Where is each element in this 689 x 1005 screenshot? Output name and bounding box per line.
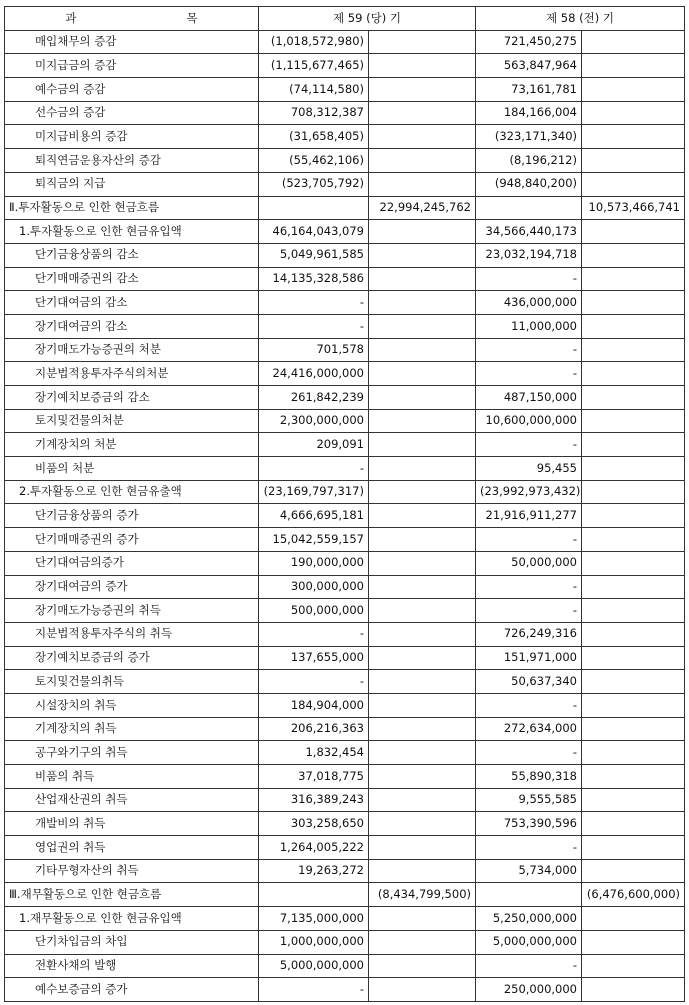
current-detail-amount: 708,312,387 bbox=[259, 101, 369, 125]
table-row bbox=[5, 907, 685, 931]
account-label: 시설장치의 취득 bbox=[5, 693, 259, 717]
prior-detail-amount: - bbox=[476, 528, 582, 552]
table-row bbox=[5, 291, 685, 315]
account-header-right: 목 bbox=[186, 10, 198, 25]
table-row bbox=[5, 670, 685, 694]
prior-total-amount bbox=[582, 978, 685, 1002]
prior-total-amount bbox=[582, 907, 685, 931]
table-row bbox=[5, 978, 685, 1002]
account-label: 영업권의 취득 bbox=[5, 836, 259, 860]
prior-total-amount bbox=[582, 954, 685, 978]
current-total-amount bbox=[369, 314, 476, 338]
table-row bbox=[5, 693, 685, 717]
prior-total-amount: 10,573,466,741 bbox=[582, 196, 685, 220]
table-row bbox=[5, 457, 685, 481]
account-label: 토지및건물의처분 bbox=[5, 409, 259, 433]
current-period-header: 제 59 (당) 기 bbox=[259, 7, 476, 31]
prior-total-amount bbox=[582, 741, 685, 765]
current-detail-amount: 300,000,000 bbox=[259, 575, 369, 599]
prior-detail-amount: 753,390,596 bbox=[476, 812, 582, 836]
account-label: 미지급금의 증감 bbox=[5, 54, 259, 78]
current-detail-amount: - bbox=[259, 978, 369, 1002]
table-row bbox=[5, 409, 685, 433]
prior-total-amount bbox=[582, 480, 685, 504]
current-detail-amount: - bbox=[259, 314, 369, 338]
current-detail-amount: 2,300,000,000 bbox=[259, 409, 369, 433]
prior-detail-amount: - bbox=[476, 267, 582, 291]
table-row bbox=[5, 220, 685, 244]
prior-detail-amount: 50,000,000 bbox=[476, 551, 582, 575]
table-row bbox=[5, 125, 685, 149]
table-row bbox=[5, 551, 685, 575]
current-detail-amount: 261,842,239 bbox=[259, 386, 369, 410]
account-label: Ⅲ.재무활동으로 인한 현금흐름 bbox=[5, 883, 259, 907]
current-total-amount bbox=[369, 741, 476, 765]
account-label: 1.재무활동으로 인한 현금유입액 bbox=[5, 907, 259, 931]
table-row bbox=[5, 528, 685, 552]
prior-detail-amount: 487,150,000 bbox=[476, 386, 582, 410]
account-label: 단기차입금의 차입 bbox=[5, 930, 259, 954]
table-row bbox=[5, 599, 685, 623]
table-row bbox=[5, 196, 685, 220]
prior-total-amount bbox=[582, 504, 685, 528]
account-label: 전환사채의 발행 bbox=[5, 954, 259, 978]
prior-detail-amount: 436,000,000 bbox=[476, 291, 582, 315]
current-detail-amount: 500,000,000 bbox=[259, 599, 369, 623]
account-column-header bbox=[5, 7, 259, 31]
table-row bbox=[5, 101, 685, 125]
table-row bbox=[5, 267, 685, 291]
prior-total-amount bbox=[582, 54, 685, 78]
prior-total-amount bbox=[582, 267, 685, 291]
current-total-amount bbox=[369, 149, 476, 173]
prior-total-amount bbox=[582, 622, 685, 646]
table-row bbox=[5, 54, 685, 78]
prior-detail-amount: 95,455 bbox=[476, 457, 582, 481]
current-total-amount: 22,994,245,762 bbox=[369, 196, 476, 220]
current-detail-amount: 19,263,272 bbox=[259, 859, 369, 883]
prior-detail-amount: (948,840,200) bbox=[476, 172, 582, 196]
table-header-row bbox=[5, 7, 685, 31]
table-row bbox=[5, 859, 685, 883]
prior-total-amount bbox=[582, 599, 685, 623]
current-detail-amount: - bbox=[259, 457, 369, 481]
prior-total-amount bbox=[582, 78, 685, 102]
prior-detail-amount: (8,196,212) bbox=[476, 149, 582, 173]
prior-total-amount bbox=[582, 243, 685, 267]
current-total-amount bbox=[369, 765, 476, 789]
current-total-amount bbox=[369, 575, 476, 599]
current-detail-amount: 5,049,961,585 bbox=[259, 243, 369, 267]
current-total-amount bbox=[369, 243, 476, 267]
current-detail-amount: 316,389,243 bbox=[259, 788, 369, 812]
current-total-amount bbox=[369, 836, 476, 860]
prior-total-amount bbox=[582, 172, 685, 196]
current-detail-amount: 206,216,363 bbox=[259, 717, 369, 741]
account-label: 단기매매증권의 감소 bbox=[5, 267, 259, 291]
table-row bbox=[5, 386, 685, 410]
prior-detail-amount: 34,566,440,173 bbox=[476, 220, 582, 244]
current-total-amount bbox=[369, 480, 476, 504]
current-total-amount bbox=[369, 551, 476, 575]
current-total-amount bbox=[369, 101, 476, 125]
table-row bbox=[5, 812, 685, 836]
prior-total-amount bbox=[582, 433, 685, 457]
prior-detail-amount: 55,890,318 bbox=[476, 765, 582, 789]
table-row bbox=[5, 314, 685, 338]
account-label: 기계장치의 취득 bbox=[5, 717, 259, 741]
table-row bbox=[5, 172, 685, 196]
prior-detail-amount: - bbox=[476, 575, 582, 599]
account-label: 기계장치의 처분 bbox=[5, 433, 259, 457]
current-detail-amount: 5,000,000,000 bbox=[259, 954, 369, 978]
prior-total-amount bbox=[582, 457, 685, 481]
prior-detail-amount: 23,032,194,718 bbox=[476, 243, 582, 267]
table-row bbox=[5, 575, 685, 599]
account-label: 토지및건물의취득 bbox=[5, 670, 259, 694]
current-detail-amount: - bbox=[259, 622, 369, 646]
prior-total-amount bbox=[582, 693, 685, 717]
current-detail-amount: (1,018,572,980) bbox=[259, 30, 369, 54]
account-label: 퇴직연금운용자산의 증감 bbox=[5, 149, 259, 173]
prior-total-amount bbox=[582, 101, 685, 125]
prior-detail-amount: - bbox=[476, 954, 582, 978]
current-detail-amount: 190,000,000 bbox=[259, 551, 369, 575]
current-total-amount bbox=[369, 267, 476, 291]
account-label: 비품의 처분 bbox=[5, 457, 259, 481]
account-label: 미지급비용의 증감 bbox=[5, 125, 259, 149]
prior-detail-amount: 21,916,911,277 bbox=[476, 504, 582, 528]
prior-detail-amount: (23,992,973,432) bbox=[476, 480, 582, 504]
account-label: 단기대여금의증가 bbox=[5, 551, 259, 575]
current-detail-amount: 46,164,043,079 bbox=[259, 220, 369, 244]
prior-total-amount bbox=[582, 765, 685, 789]
prior-detail-amount: 5,250,000,000 bbox=[476, 907, 582, 931]
account-label: 장기매도가능증권의 취득 bbox=[5, 599, 259, 623]
prior-total-amount bbox=[582, 362, 685, 386]
prior-total-amount bbox=[582, 30, 685, 54]
prior-total-amount bbox=[582, 314, 685, 338]
prior-period-header: 제 58 (전) 기 bbox=[476, 7, 685, 31]
account-label: 단기금융상품의 감소 bbox=[5, 243, 259, 267]
prior-total-amount bbox=[582, 125, 685, 149]
table-row bbox=[5, 362, 685, 386]
current-total-amount bbox=[369, 907, 476, 931]
current-total-amount bbox=[369, 622, 476, 646]
current-total-amount bbox=[369, 362, 476, 386]
current-total-amount bbox=[369, 812, 476, 836]
prior-total-amount bbox=[582, 386, 685, 410]
current-detail-amount: 209,091 bbox=[259, 433, 369, 457]
prior-total-amount bbox=[582, 670, 685, 694]
prior-detail-amount: 73,161,781 bbox=[476, 78, 582, 102]
current-total-amount bbox=[369, 670, 476, 694]
current-detail-amount: - bbox=[259, 291, 369, 315]
current-total-amount bbox=[369, 599, 476, 623]
prior-total-amount bbox=[582, 859, 685, 883]
current-total-amount: (8,434,799,500) bbox=[369, 883, 476, 907]
prior-detail-amount: 563,847,964 bbox=[476, 54, 582, 78]
account-header-left: 과 bbox=[65, 10, 77, 25]
account-label: 장기매도가능증권의 처분 bbox=[5, 338, 259, 362]
account-label: 장기대여금의 증가 bbox=[5, 575, 259, 599]
prior-total-amount bbox=[582, 836, 685, 860]
prior-total-amount bbox=[582, 575, 685, 599]
current-total-amount bbox=[369, 220, 476, 244]
current-detail-amount: (23,169,797,317) bbox=[259, 480, 369, 504]
account-label: 개발비의 취득 bbox=[5, 812, 259, 836]
prior-total-amount bbox=[582, 812, 685, 836]
current-total-amount bbox=[369, 693, 476, 717]
current-detail-amount: 37,018,775 bbox=[259, 765, 369, 789]
prior-detail-amount: 11,000,000 bbox=[476, 314, 582, 338]
prior-detail-amount: - bbox=[476, 362, 582, 386]
current-total-amount bbox=[369, 646, 476, 670]
table-row bbox=[5, 741, 685, 765]
account-label: 지분법적용투자주식의 취득 bbox=[5, 622, 259, 646]
prior-detail-amount: 50,637,340 bbox=[476, 670, 582, 694]
current-total-amount bbox=[369, 930, 476, 954]
current-total-amount bbox=[369, 291, 476, 315]
current-detail-amount: 1,832,454 bbox=[259, 741, 369, 765]
prior-detail-amount: - bbox=[476, 741, 582, 765]
prior-detail-amount: 9,555,585 bbox=[476, 788, 582, 812]
account-label: 매입채무의 증감 bbox=[5, 30, 259, 54]
prior-total-amount bbox=[582, 220, 685, 244]
prior-total-amount bbox=[582, 291, 685, 315]
current-total-amount bbox=[369, 457, 476, 481]
table-row bbox=[5, 433, 685, 457]
table-row bbox=[5, 646, 685, 670]
table-row bbox=[5, 836, 685, 860]
table-body bbox=[5, 30, 685, 1001]
current-detail-amount: 15,042,559,157 bbox=[259, 528, 369, 552]
prior-detail-amount: - bbox=[476, 433, 582, 457]
account-label: 퇴직금의 지급 bbox=[5, 172, 259, 196]
account-label: 단기매매증권의 증가 bbox=[5, 528, 259, 552]
prior-total-amount bbox=[582, 149, 685, 173]
prior-total-amount bbox=[582, 551, 685, 575]
account-label: 지분법적용투자주식의처분 bbox=[5, 362, 259, 386]
current-detail-amount bbox=[259, 883, 369, 907]
current-detail-amount: 24,416,000,000 bbox=[259, 362, 369, 386]
prior-detail-amount: 5,000,000,000 bbox=[476, 930, 582, 954]
account-label: 선수금의 증감 bbox=[5, 101, 259, 125]
account-label: 단기금융상품의 증가 bbox=[5, 504, 259, 528]
cash-flow-table bbox=[4, 6, 685, 1002]
current-detail-amount: 14,135,328,586 bbox=[259, 267, 369, 291]
prior-detail-amount: 10,600,000,000 bbox=[476, 409, 582, 433]
current-detail-amount: 1,264,005,222 bbox=[259, 836, 369, 860]
account-label: 장기예치보증금의 증가 bbox=[5, 646, 259, 670]
prior-detail-amount: 726,249,316 bbox=[476, 622, 582, 646]
table-row bbox=[5, 765, 685, 789]
current-detail-amount: 4,666,695,181 bbox=[259, 504, 369, 528]
account-label: 기타무형자산의 취득 bbox=[5, 859, 259, 883]
current-total-amount bbox=[369, 30, 476, 54]
table-row bbox=[5, 930, 685, 954]
prior-detail-amount bbox=[476, 196, 582, 220]
table-row bbox=[5, 149, 685, 173]
current-total-amount bbox=[369, 125, 476, 149]
current-detail-amount: 1,000,000,000 bbox=[259, 930, 369, 954]
current-total-amount bbox=[369, 717, 476, 741]
current-total-amount bbox=[369, 172, 476, 196]
account-label: Ⅱ.투자활동으로 인한 현금흐름 bbox=[5, 196, 259, 220]
table-row bbox=[5, 30, 685, 54]
prior-total-amount bbox=[582, 930, 685, 954]
current-detail-amount: (55,462,106) bbox=[259, 149, 369, 173]
current-detail-amount: (74,114,580) bbox=[259, 78, 369, 102]
prior-total-amount: (6,476,600,000) bbox=[582, 883, 685, 907]
table-row bbox=[5, 622, 685, 646]
current-total-amount bbox=[369, 409, 476, 433]
prior-detail-amount: - bbox=[476, 836, 582, 860]
current-detail-amount: (31,658,405) bbox=[259, 125, 369, 149]
prior-total-amount bbox=[582, 788, 685, 812]
current-total-amount bbox=[369, 954, 476, 978]
prior-detail-amount: - bbox=[476, 693, 582, 717]
prior-detail-amount: 721,450,275 bbox=[476, 30, 582, 54]
current-total-amount bbox=[369, 433, 476, 457]
current-detail-amount: (523,705,792) bbox=[259, 172, 369, 196]
current-total-amount bbox=[369, 338, 476, 362]
account-label: 1.투자활동으로 인한 현금유입액 bbox=[5, 220, 259, 244]
current-detail-amount bbox=[259, 196, 369, 220]
prior-detail-amount: 151,971,000 bbox=[476, 646, 582, 670]
current-detail-amount: 137,655,000 bbox=[259, 646, 369, 670]
current-detail-amount: - bbox=[259, 670, 369, 694]
table-row bbox=[5, 883, 685, 907]
prior-detail-amount: 184,166,004 bbox=[476, 101, 582, 125]
prior-detail-amount: - bbox=[476, 599, 582, 623]
prior-detail-amount bbox=[476, 883, 582, 907]
account-label: 장기예치보증금의 감소 bbox=[5, 386, 259, 410]
current-detail-amount: (1,115,677,465) bbox=[259, 54, 369, 78]
table-row bbox=[5, 717, 685, 741]
prior-total-amount bbox=[582, 717, 685, 741]
account-label: 단기대여금의 감소 bbox=[5, 291, 259, 315]
prior-total-amount bbox=[582, 338, 685, 362]
prior-detail-amount: 250,000,000 bbox=[476, 978, 582, 1002]
current-total-amount bbox=[369, 78, 476, 102]
account-label: 산업재산권의 취득 bbox=[5, 788, 259, 812]
current-total-amount bbox=[369, 504, 476, 528]
prior-detail-amount: 272,634,000 bbox=[476, 717, 582, 741]
current-total-amount bbox=[369, 978, 476, 1002]
account-label: 비품의 취득 bbox=[5, 765, 259, 789]
current-total-amount bbox=[369, 386, 476, 410]
current-total-amount bbox=[369, 54, 476, 78]
account-label: 예수보증금의 증가 bbox=[5, 978, 259, 1002]
prior-detail-amount: 5,734,000 bbox=[476, 859, 582, 883]
current-detail-amount: 184,904,000 bbox=[259, 693, 369, 717]
current-detail-amount: 7,135,000,000 bbox=[259, 907, 369, 931]
account-label: 장기대여금의 감소 bbox=[5, 314, 259, 338]
current-total-amount bbox=[369, 788, 476, 812]
table-row bbox=[5, 504, 685, 528]
table-row bbox=[5, 338, 685, 362]
current-total-amount bbox=[369, 528, 476, 552]
table-row bbox=[5, 954, 685, 978]
prior-total-amount bbox=[582, 528, 685, 552]
current-detail-amount: 701,578 bbox=[259, 338, 369, 362]
prior-detail-amount: - bbox=[476, 338, 582, 362]
table-row bbox=[5, 78, 685, 102]
account-label: 예수금의 증감 bbox=[5, 78, 259, 102]
table-row bbox=[5, 788, 685, 812]
current-detail-amount: 303,258,650 bbox=[259, 812, 369, 836]
prior-total-amount bbox=[582, 409, 685, 433]
prior-detail-amount: (323,171,340) bbox=[476, 125, 582, 149]
account-label: 공구와기구의 취득 bbox=[5, 741, 259, 765]
account-label: 2.투자활동으로 인한 현금유출액 bbox=[5, 480, 259, 504]
current-total-amount bbox=[369, 859, 476, 883]
table-row bbox=[5, 243, 685, 267]
table-row bbox=[5, 480, 685, 504]
prior-total-amount bbox=[582, 646, 685, 670]
